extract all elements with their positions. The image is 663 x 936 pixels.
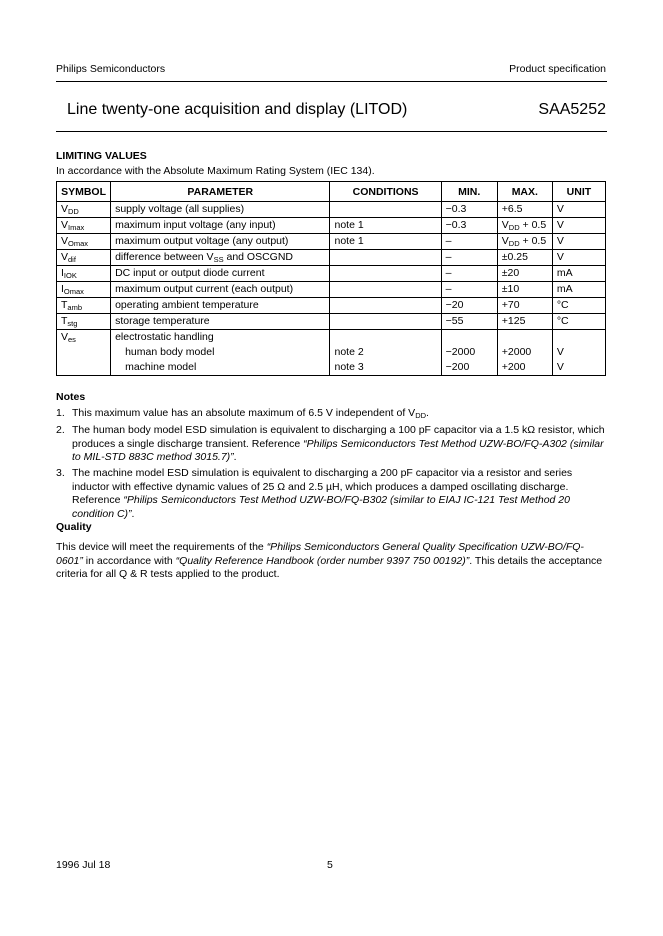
min-cell: −200	[441, 360, 497, 376]
parameter-cell: storage temperature	[111, 314, 330, 330]
parameter-cell: electrostatic handling	[111, 330, 330, 346]
min-cell: −20	[441, 298, 497, 314]
symbol-cell: $T_{stg}$	[57, 314, 111, 330]
conditions-cell	[330, 266, 441, 282]
title-rule	[56, 131, 607, 132]
min-cell	[441, 330, 497, 346]
table-row	[57, 250, 606, 266]
unit-cell: °C	[552, 298, 605, 314]
conditions-cell: note 3	[330, 360, 441, 376]
table-header-row	[57, 182, 606, 202]
footer-date: 1996 Jul 18	[56, 859, 111, 871]
unit-cell: V	[552, 360, 605, 376]
min-cell: –	[441, 234, 497, 250]
table-row	[57, 218, 606, 234]
limiting-values-table	[56, 181, 606, 376]
note-number: 1.	[56, 407, 65, 419]
symbol-cell: $V_{es}$	[57, 330, 111, 346]
note-number: 3.	[56, 467, 65, 479]
table-row	[57, 234, 606, 250]
quality-paragraph: This device will meet the requirements of the “Philips Semiconductors General Quality Specification UZW-BO/FQ-0601” in accordance with “Quality Reference Handbook (order number 9397 750 00192)”. This details the acceptance criteria for all Q & R tests applied to the product.	[56, 541, 603, 580]
page-title: Line twenty-one acquisition and display (LITOD)	[67, 101, 408, 118]
unit-cell: V	[552, 250, 605, 266]
min-cell: –	[441, 282, 497, 298]
table-row	[57, 345, 606, 360]
unit-cell: V	[552, 218, 605, 234]
max-cell	[497, 330, 552, 346]
table-row	[57, 282, 606, 298]
symbol-cell: $V_{Omax}$	[57, 234, 111, 250]
unit-cell: V	[552, 234, 605, 250]
min-cell: –	[441, 250, 497, 266]
table-row	[57, 330, 606, 346]
max-cell: +6.5	[497, 202, 552, 218]
max-cell: ±0.25	[497, 250, 552, 266]
min-cell: −0.3	[441, 218, 497, 234]
parameter-cell: maximum output voltage (any output)	[111, 234, 330, 250]
conditions-cell: note 2	[330, 345, 441, 360]
parameter-cell: machine model	[111, 360, 330, 376]
conditions-cell	[330, 314, 441, 330]
parameter-cell: human body model	[111, 345, 330, 360]
table-row	[57, 202, 606, 218]
header-rule	[56, 81, 607, 82]
note-text: The machine model ESD simulation is equivalent to discharging a 200 pF capacitor via a resistor and series inductor with effective dynamic values of 25 Ω and 2.5 µH, which produces a damped oscillating discharge. Reference “Philips Semiconductors Test Method UZW-BO/FQ-B302 (similar to EIAJ IC-121 Test Method 20 condition C)”.	[72, 467, 573, 520]
parameter-cell: DC input or output diode current	[111, 266, 330, 282]
conditions-cell	[330, 330, 441, 346]
section-subheading: In accordance with the Absolute Maximum Rating System (IEC 134).	[56, 165, 375, 177]
symbol-cell	[57, 345, 111, 360]
conditions-cell	[330, 250, 441, 266]
symbol-cell: $V_{Imax}$	[57, 218, 111, 234]
table-row	[57, 298, 606, 314]
table-row	[57, 314, 606, 330]
note-number: 2.	[56, 424, 65, 436]
max-cell: +70	[497, 298, 552, 314]
symbol-cell: $V_{dif}$	[57, 250, 111, 266]
col-header-parameter: PARAMETER	[111, 182, 330, 202]
col-header-unit: UNIT	[552, 182, 605, 202]
parameter-cell: maximum input voltage (any input)	[111, 218, 330, 234]
conditions-cell	[330, 202, 441, 218]
unit-cell: V	[552, 202, 605, 218]
page-number: 5	[327, 859, 333, 871]
min-cell: −2000	[441, 345, 497, 360]
max-cell: +2000	[497, 345, 552, 360]
unit-cell	[552, 330, 605, 346]
symbol-cell: $I_{IOK}$	[57, 266, 111, 282]
table-row	[57, 360, 606, 376]
conditions-cell: note 1	[330, 218, 441, 234]
parameter-cell: supply voltage (all supplies)	[111, 202, 330, 218]
section-heading: LIMITING VALUES	[56, 150, 147, 162]
min-cell: −55	[441, 314, 497, 330]
company-name: Philips Semiconductors	[56, 63, 166, 75]
part-number: SAA5252	[538, 101, 606, 118]
min-cell: –	[441, 266, 497, 282]
parameter-cell: maximum output current (each output)	[111, 282, 330, 298]
notes-heading: Notes	[56, 391, 86, 403]
max-cell: $V_{DD} + 0.5$	[497, 218, 552, 234]
symbol-cell: $I_{Omax}$	[57, 282, 111, 298]
note-text: This maximum value has an absolute maximum of 6.5 V independent of $V_{DD}$.	[72, 407, 429, 420]
min-cell: −0.3	[441, 202, 497, 218]
conditions-cell	[330, 298, 441, 314]
symbol-cell: $T_{amb}$	[57, 298, 111, 314]
table-row	[57, 266, 606, 282]
quality-heading: Quality	[56, 521, 92, 533]
unit-cell: mA	[552, 282, 605, 298]
doc-type: Product specification	[509, 63, 606, 75]
symbol-cell: $V_{DD}$	[57, 202, 111, 218]
max-cell: $V_{DD} + 0.5$	[497, 234, 552, 250]
max-cell: ±20	[497, 266, 552, 282]
max-cell: ±10	[497, 282, 552, 298]
col-header-symbol: SYMBOL	[57, 182, 111, 202]
max-cell: +125	[497, 314, 552, 330]
unit-cell: mA	[552, 266, 605, 282]
col-header-max: MAX.	[497, 182, 552, 202]
max-cell: +200	[497, 360, 552, 376]
col-header-conditions: CONDITIONS	[330, 182, 441, 202]
unit-cell: V	[552, 345, 605, 360]
parameter-cell: operating ambient temperature	[111, 298, 330, 314]
note-text: The human body model ESD simulation is equivalent to discharging a 100 pF capacitor via a 1.5 kΩ resistor, which produces a single discharge transient. Reference “Philips Semiconductors Test Method UZW-BO/FQ-A302 (similar to MIL-STD 883C method 3015.7)”.	[72, 424, 605, 463]
symbol-cell	[57, 360, 111, 376]
conditions-cell: note 1	[330, 234, 441, 250]
parameter-cell: difference between $V_{SS}$ and OSCGND	[111, 250, 330, 266]
col-header-min: MIN.	[441, 182, 497, 202]
unit-cell: °C	[552, 314, 605, 330]
conditions-cell	[330, 282, 441, 298]
